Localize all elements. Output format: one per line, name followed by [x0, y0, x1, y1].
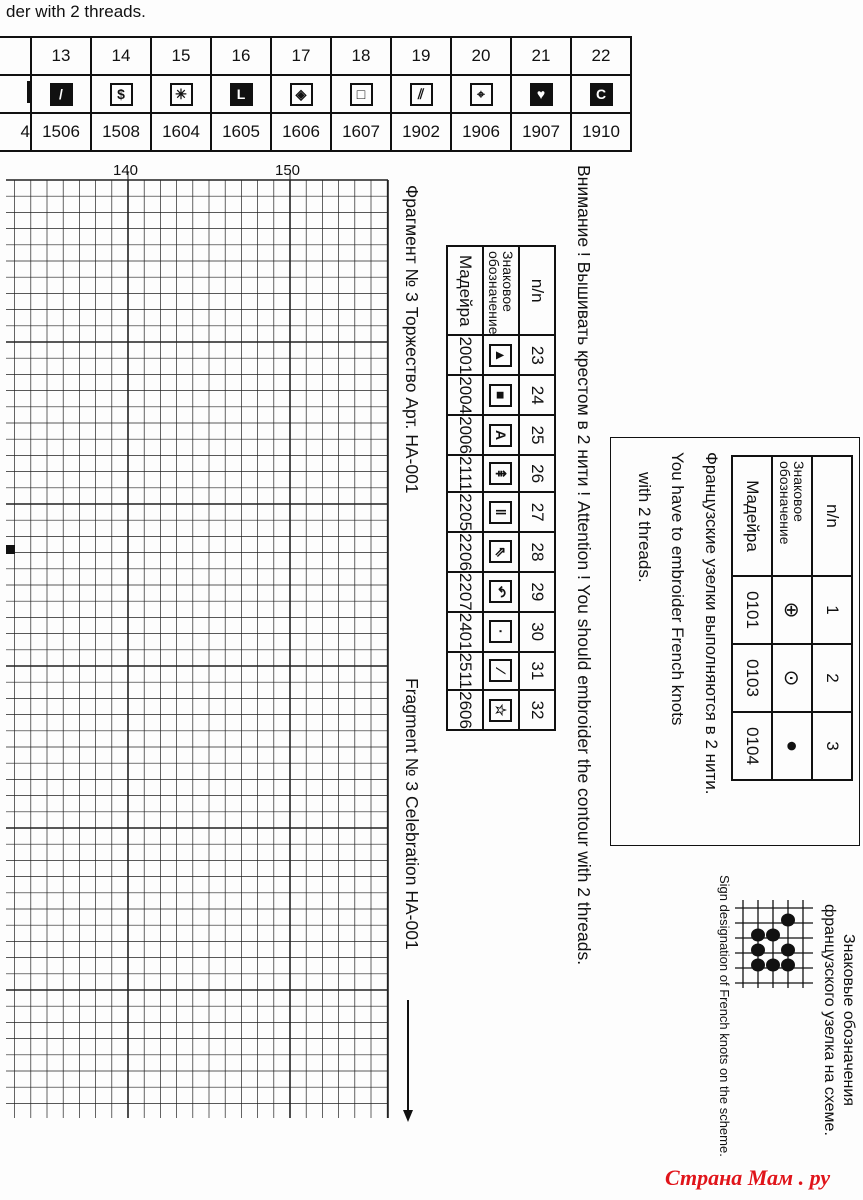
code-cell: 2205: [447, 492, 483, 532]
color-key-table-2: [446, 245, 556, 731]
num-cell: 22: [571, 37, 631, 75]
french-knot-dot: [781, 914, 795, 927]
axis-label-140: 140: [113, 162, 139, 179]
cross-box-icon: ⌖: [470, 83, 493, 106]
dot-icon: ·: [490, 620, 513, 643]
symbol-cell: [772, 644, 812, 712]
symbol-cell: [483, 652, 519, 691]
num-cell: 3: [812, 712, 852, 780]
symbol-cell: [483, 492, 519, 532]
num-cell: 13: [31, 37, 91, 75]
header-num: n/n: [812, 456, 852, 576]
code-cell: 1508: [91, 113, 151, 151]
num-cell: 2: [812, 644, 852, 712]
french-knot-dot: [751, 944, 765, 957]
code-cell: 2606: [447, 690, 483, 730]
french-knot-diagram: [735, 900, 815, 990]
symbol-cell: [483, 335, 519, 375]
letter-a-icon: A: [490, 424, 513, 447]
header-num: n/n: [519, 246, 555, 335]
code-cell: 2207: [447, 572, 483, 612]
sign-legend-title-2: французского узелка на схеме.: [821, 904, 838, 1136]
arrow-icon: ⇖: [490, 540, 513, 563]
code-cell: 1605: [211, 113, 271, 151]
code-cell: 1906: [451, 113, 511, 151]
num-cell: 27: [519, 492, 555, 532]
diamonds-icon: ◈: [290, 83, 313, 106]
symbol-cell: [772, 712, 812, 780]
axis-label-150: 150: [275, 162, 301, 179]
arrow-down-icon: [407, 1000, 409, 1115]
num-cell: 21: [511, 37, 571, 75]
num-cell: 25: [519, 415, 555, 455]
fragment-title-en: Fragment № 3 Celebration HA-001: [402, 678, 422, 950]
crosshair-grid-icon: ⊕: [780, 601, 803, 619]
num-cell: 20: [451, 37, 511, 75]
symbol-cell: [391, 75, 451, 113]
square-outline-icon: □: [350, 83, 373, 106]
header-brand: Мадейра: [732, 456, 772, 576]
french-knot-dot: [751, 959, 765, 972]
code-cell: 1606: [271, 113, 331, 151]
triangle-up-icon: ▲: [490, 344, 513, 367]
symbol-cell: [483, 612, 519, 652]
num-cell: 15: [151, 37, 211, 75]
arrow-head: [403, 1110, 413, 1122]
code-cell: 0101: [732, 576, 772, 644]
marker-square: [6, 545, 15, 554]
sign-legend-title-1: Знаковые обозначения: [840, 934, 857, 1106]
partial-code: 4: [0, 113, 31, 151]
code-cell: 1910: [571, 113, 631, 151]
num-cell: 31: [519, 652, 555, 691]
french-knot-dot: [751, 929, 765, 942]
letter-c-icon: C: [590, 83, 613, 106]
num-cell: 26: [519, 455, 555, 492]
slanted-bar-icon: /: [50, 83, 73, 106]
double-bar-icon: ‖: [490, 501, 513, 524]
header-symbol: Знаковое обозначение: [483, 246, 519, 335]
french-knots-note-ru: Французские узелки выполняются в 2 нити.: [702, 452, 721, 795]
code-cell: 2111: [447, 455, 483, 492]
fragment-title-ru: Фрагмент № 3 Торжество Арт. НА-001: [402, 185, 422, 494]
code-cell: 2401: [447, 612, 483, 652]
return-arrow-icon: ↶: [490, 580, 513, 603]
crosshair-dot-icon: ⊙: [780, 669, 803, 687]
symbol-cell: [483, 375, 519, 415]
num-cell: 29: [519, 572, 555, 612]
symbol-cell: [483, 415, 519, 455]
symbol-cell: [511, 75, 571, 113]
diagonal-lines-icon: ⫽: [410, 83, 433, 106]
code-cell: 1907: [511, 113, 571, 151]
filled-circle-icon: ●: [781, 739, 804, 753]
num-cell: 18: [331, 37, 391, 75]
heart-icon: ♥: [530, 83, 553, 106]
code-cell: 1604: [151, 113, 211, 151]
num-cell: 1: [812, 576, 852, 644]
code-cell: 2206: [447, 532, 483, 572]
num-cell: 24: [519, 375, 555, 415]
num-cell: 32: [519, 690, 555, 730]
top-note: der with 2 threads.: [6, 2, 146, 21]
symbol-cell: [571, 75, 631, 113]
num-cell: 30: [519, 612, 555, 652]
symbol-cell: [483, 455, 519, 492]
stitch-grid: [0, 0, 400, 1130]
french-knot-dot: [781, 959, 795, 972]
num-cell: 16: [211, 37, 271, 75]
asterisk-icon: ✳: [170, 83, 193, 106]
num-cell: 23: [519, 335, 555, 375]
french-knot-dot: [766, 929, 780, 942]
french-knots-note-en-2: with 2 threads.: [635, 472, 654, 583]
attention-note: Внимание ! Вышивать крестом в 2 нити ! Attention ! You should embroider the contour with 2 threads.: [574, 165, 594, 966]
french-knot-dot: [766, 959, 780, 972]
num-cell: 19: [391, 37, 451, 75]
num-cell: 17: [271, 37, 331, 75]
symbol-cell: [483, 572, 519, 612]
watermark-logo: Страна Мам . ру: [665, 1165, 831, 1190]
symbol-cell: [483, 690, 519, 730]
code-cell: 0104: [732, 712, 772, 780]
code-cell: 2511: [447, 652, 483, 691]
filled-square-icon: ■: [490, 384, 513, 407]
symbol-cell: [451, 75, 511, 113]
code-cell: 2004: [447, 375, 483, 415]
header-brand: Мадейра: [447, 246, 483, 335]
code-cell: 0103: [732, 644, 772, 712]
code-cell: 1607: [331, 113, 391, 151]
code-cell: 2001: [447, 335, 483, 375]
french-knot-dot: [781, 944, 795, 957]
french-knots-table: [731, 455, 853, 781]
num-cell: 28: [519, 532, 555, 572]
french-knots-box: [610, 437, 860, 846]
sign-legend-caption: Sign designation of French knots on the scheme.: [717, 875, 732, 1157]
tree-icon: ⇞: [490, 462, 513, 485]
french-knots-note-en: You have to embroider French knots: [668, 452, 687, 726]
dollar-icon: $: [110, 83, 133, 106]
slash-icon: ⁄: [490, 659, 513, 682]
symbol-cell: [483, 532, 519, 572]
letter-l-icon: L: [230, 83, 253, 106]
code-cell: 1902: [391, 113, 451, 151]
header-symbol: Знаковое обозначение: [772, 456, 812, 576]
symbol-cell: [772, 576, 812, 644]
star-icon: ☆: [490, 699, 513, 722]
code-cell: 2006: [447, 415, 483, 455]
num-cell: 14: [91, 37, 151, 75]
code-cell: 1506: [31, 113, 91, 151]
